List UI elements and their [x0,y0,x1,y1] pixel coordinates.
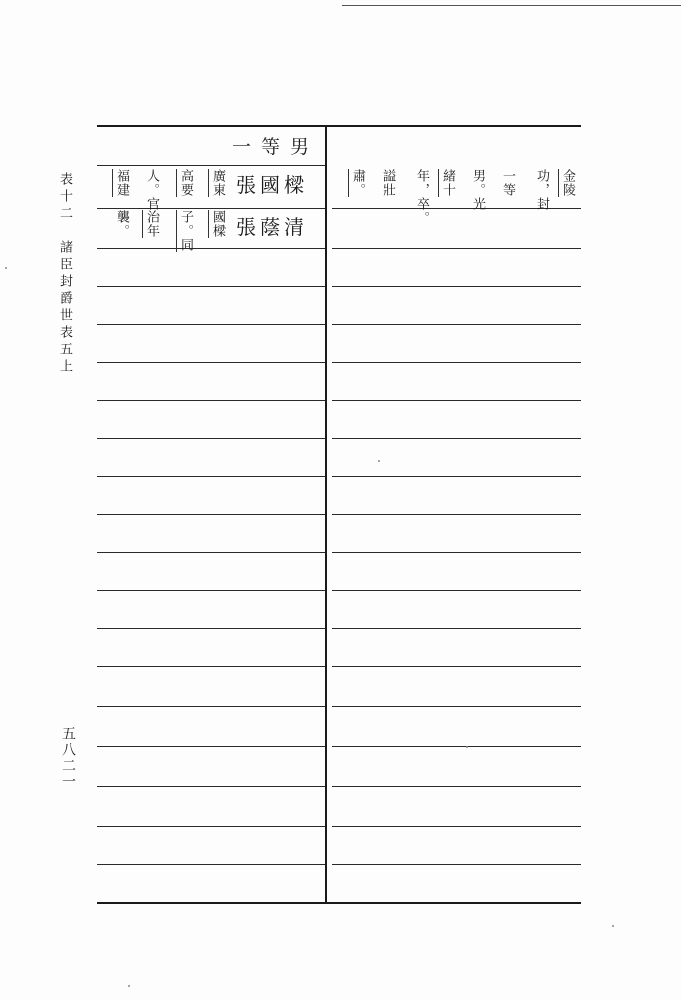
row-rule [332,746,581,747]
right-f: 年，卒。 [414,169,429,225]
top-rule [342,5,681,6]
row-rule [97,826,325,827]
row-rule [97,590,325,591]
speck [128,985,130,987]
row-rule [97,400,325,401]
row-rule [97,208,325,209]
side-title: 表十二 諸臣封爵世表五上 [57,172,72,376]
row-rule [332,476,581,477]
table-row [100,169,322,211]
row-rule [332,362,581,363]
right-a: 金陵 [560,169,575,197]
right-d: 男。光 [470,169,485,211]
row-rule [332,438,581,439]
row-rule [332,706,581,707]
speck [612,925,614,927]
row-rule [97,362,325,363]
row-rule [97,286,325,287]
right-c: 一等 [500,169,515,197]
table-row [338,169,578,225]
name-label: 張蔭清 [236,215,308,239]
row-rule [332,400,581,401]
row-rule [332,786,581,787]
row-rule [97,476,325,477]
row-rule [332,514,581,515]
row-rule [97,864,325,865]
row2-notes [104,210,225,252]
note-a: 廣東 [210,169,225,197]
right-h: 肅。 [350,169,365,197]
row-rule [97,628,325,629]
row-rule [97,786,325,787]
row-rule [97,514,325,515]
right-g: 謚壯 [380,169,395,197]
speck [378,460,380,462]
row-rule [97,746,325,747]
table-row [100,210,322,252]
row-rule [97,666,325,667]
note-d: 襲。 [114,210,129,238]
table-top-rule [97,125,581,127]
row-rule [97,324,325,325]
row-rule [97,552,325,553]
note-b: 子。同 [178,210,193,252]
rank-title: 一等男 [232,136,320,158]
speck [5,267,7,269]
table-bottom-rule [97,902,581,904]
right-b: 功，封 [534,169,549,211]
note-c: 治年 [144,210,159,238]
right-e: 緒十 [440,169,455,197]
row-rule [332,590,581,591]
note-c: 人。官 [144,169,159,211]
note-b: 高要 [178,169,193,197]
row-rule [97,438,325,439]
row-rule [332,666,581,667]
row1-name [236,174,318,204]
row-rule [332,826,581,827]
page-number: 五八二一 [60,726,76,790]
table-body [97,165,581,902]
row-rule [97,248,325,249]
note-d: 福建 [114,169,129,197]
row-rule [332,552,581,553]
row1-notes [104,169,225,211]
row-rule [332,324,581,325]
row-rule [332,248,581,249]
row-rule [332,864,581,865]
name-label: 張國樑 [236,173,308,197]
note-a: 國樑 [210,210,225,238]
row-rule [97,706,325,707]
row2-name [236,216,318,246]
speck [466,746,468,748]
row-rule [332,628,581,629]
row-rule [332,286,581,287]
